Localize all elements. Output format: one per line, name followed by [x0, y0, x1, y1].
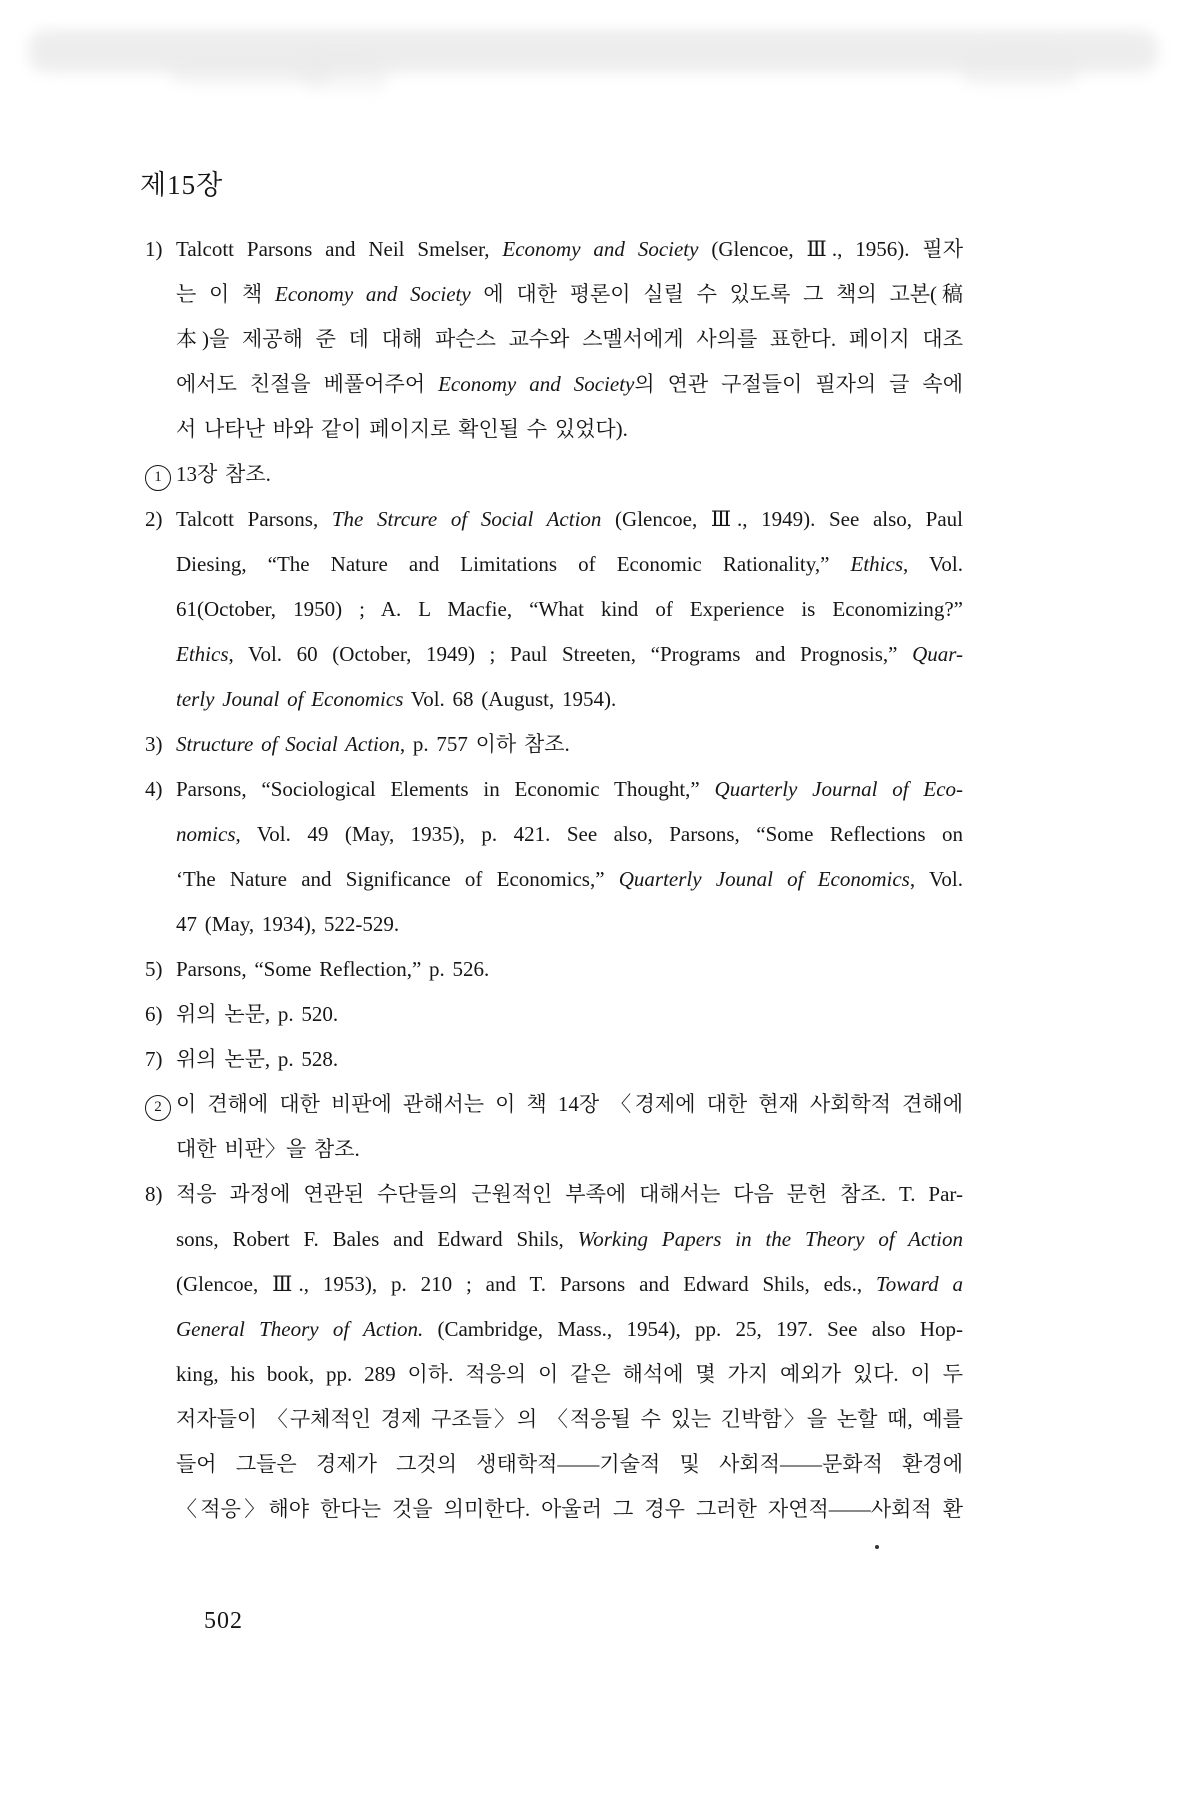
footnote-text: Structure of Social Action, p. 757 이하 참조. — [176, 732, 570, 756]
footnote-text: 이 견해에 대한 비판에 관해서는 이 책 14장 〈경제에 대한 현재 사회학적 견해에 — [176, 1092, 963, 1116]
footnote-text: 위의 논문, p. 520. — [176, 1002, 339, 1026]
footnote-text: 위의 논문, p. 528. — [176, 1047, 339, 1071]
footnote-line — [145, 947, 963, 992]
footnote-number: 3) — [145, 732, 163, 756]
footnote-text: nomics, Vol. 49 (May, 1935), p. 421. See also, Parsons, “Some Reflections on — [176, 822, 963, 846]
footnote-line — [145, 857, 963, 902]
scan-artifact — [300, 55, 390, 89]
footnote-text: Talcott Parsons and Neil Smelser, Economy and Society (Glencoe, Ⅲ., 1956). 필자 — [176, 237, 963, 261]
footnote-line — [145, 1217, 963, 1262]
footnote-line — [145, 362, 963, 407]
footnote-text: 에서도 친절을 베풀어주어 Economy and Society의 연관 구절들이 필자의 글 속에 — [176, 372, 963, 396]
footnote-text: sons, Robert F. Bales and Edward Shils, Working Papers in the Theory of Action — [176, 1227, 963, 1251]
footnote-number: 4) — [145, 777, 163, 801]
footnote-text: 61(October, 1950) ; A. L Macfie, “What kind of Experience is Economizing?” — [176, 597, 963, 621]
footnote-text: 대한 비판〉을 참조. — [176, 1137, 360, 1161]
footnote-line — [145, 1397, 963, 1442]
footnote-line — [145, 272, 963, 317]
footnote-text: Diesing, “The Nature and Limitations of Economic Rationality,” Ethics, Vol. — [176, 552, 963, 576]
footnote-number: 5) — [145, 957, 163, 981]
footnote-line — [145, 407, 963, 452]
footnote-line — [145, 452, 963, 497]
footnote-text: 本)을 제공해 준 데 대해 파슨스 교수와 스멜서에게 사의를 표한다. 페이지 대조 — [176, 327, 963, 351]
footnote-text: king, his book, pp. 289 이하. 적응의 이 같은 해석에 몇 가지 예외가 있다. 이 두 — [176, 1362, 963, 1386]
footnote-number: 8) — [145, 1182, 163, 1206]
footnote-line — [145, 1172, 963, 1217]
footnote-text: 〈적응〉해야 한다는 것을 의미한다. 아울러 그 경우 그러한 자연적——사회적 환 — [176, 1497, 963, 1521]
footnote-line — [145, 992, 963, 1037]
circled-footnote-number: 2 — [145, 1082, 176, 1127]
footnote-text: Ethics, Vol. 60 (October, 1949) ; Paul Streeten, “Programs and Prognosis,” Quar- — [176, 642, 963, 666]
footnote-line — [145, 587, 963, 632]
footnote-text: Talcott Parsons, The Strcure of Social Action (Glencoe, Ⅲ., 1949). See also, Paul — [176, 507, 963, 531]
footnote-text: (Glencoe, Ⅲ., 1953), p. 210 ; and T. Parsons and Edward Shils, eds., Toward a — [176, 1272, 963, 1296]
footnote-line — [145, 1262, 963, 1307]
footnote-line — [145, 632, 963, 677]
footnote-text: 서 나타난 바와 같이 페이지로 확인될 수 있었다). — [176, 417, 628, 441]
footnote-line — [145, 1127, 963, 1172]
footnote-line — [145, 812, 963, 857]
footnotes-list — [145, 227, 963, 1532]
page-number: 502 — [204, 1608, 243, 1634]
footnote-line — [145, 1352, 963, 1397]
footnote-line — [145, 677, 963, 722]
footnote-line — [145, 227, 963, 272]
circled-footnote-number: 1 — [145, 452, 176, 497]
footnote-line — [145, 497, 963, 542]
footnote-line — [145, 1082, 963, 1127]
footnote-line — [145, 722, 963, 767]
footnote-number: 7) — [145, 1047, 163, 1071]
footnote-text: Parsons, “Sociological Elements in Economic Thought,” Quarterly Journal of Eco- — [176, 777, 963, 801]
footnote-text: 13장 참조. — [176, 462, 271, 486]
footnote-line — [145, 767, 963, 812]
footnote-text: 들어 그들은 경제가 그것의 생태학적——기술적 및 사회적——문화적 환경에 — [176, 1452, 963, 1476]
scan-artifact — [960, 55, 1080, 85]
footnote-line — [145, 1037, 963, 1082]
footnote-line — [145, 1307, 963, 1352]
footnote-line — [145, 1487, 963, 1532]
footnote-text: ‘The Nature and Significance of Economics,” Quarterly Jounal of Economics, Vol. — [176, 867, 963, 891]
footnote-number: 2) — [145, 507, 163, 531]
footnote-text: 47 (May, 1934), 522-529. — [176, 912, 400, 936]
footnote-number: 6) — [145, 1002, 163, 1026]
footnote-line — [145, 542, 963, 587]
footnote-line — [145, 317, 963, 362]
footnote-line — [145, 902, 963, 947]
footnote-text: 는 이 책 Economy and Society 에 대한 평론이 실릴 수 있도록 그 책의 고본(稿 — [176, 282, 963, 306]
chapter-header: 제15장 — [140, 170, 224, 200]
footnote-number: 1) — [145, 237, 163, 261]
footnote-line — [145, 1442, 963, 1487]
footnote-text: Parsons, “Some Reflection,” p. 526. — [176, 957, 490, 981]
footnote-text: 적응 과정에 연관된 수단들의 근원적인 부족에 대해서는 다음 문헌 참조. T. Par- — [176, 1182, 963, 1206]
footnote-text: 저자들이 〈구체적인 경제 구조들〉의 〈적응될 수 있는 긴박함〉을 논할 때, 예를 — [176, 1407, 963, 1431]
footnote-text: terly Jounal of Economics Vol. 68 (August, 1954). — [176, 687, 617, 711]
footnote-text: General Theory of Action. (Cambridge, Mass., 1954), pp. 25, 197. See also Hop- — [176, 1317, 963, 1341]
scan-speck — [875, 1545, 879, 1549]
